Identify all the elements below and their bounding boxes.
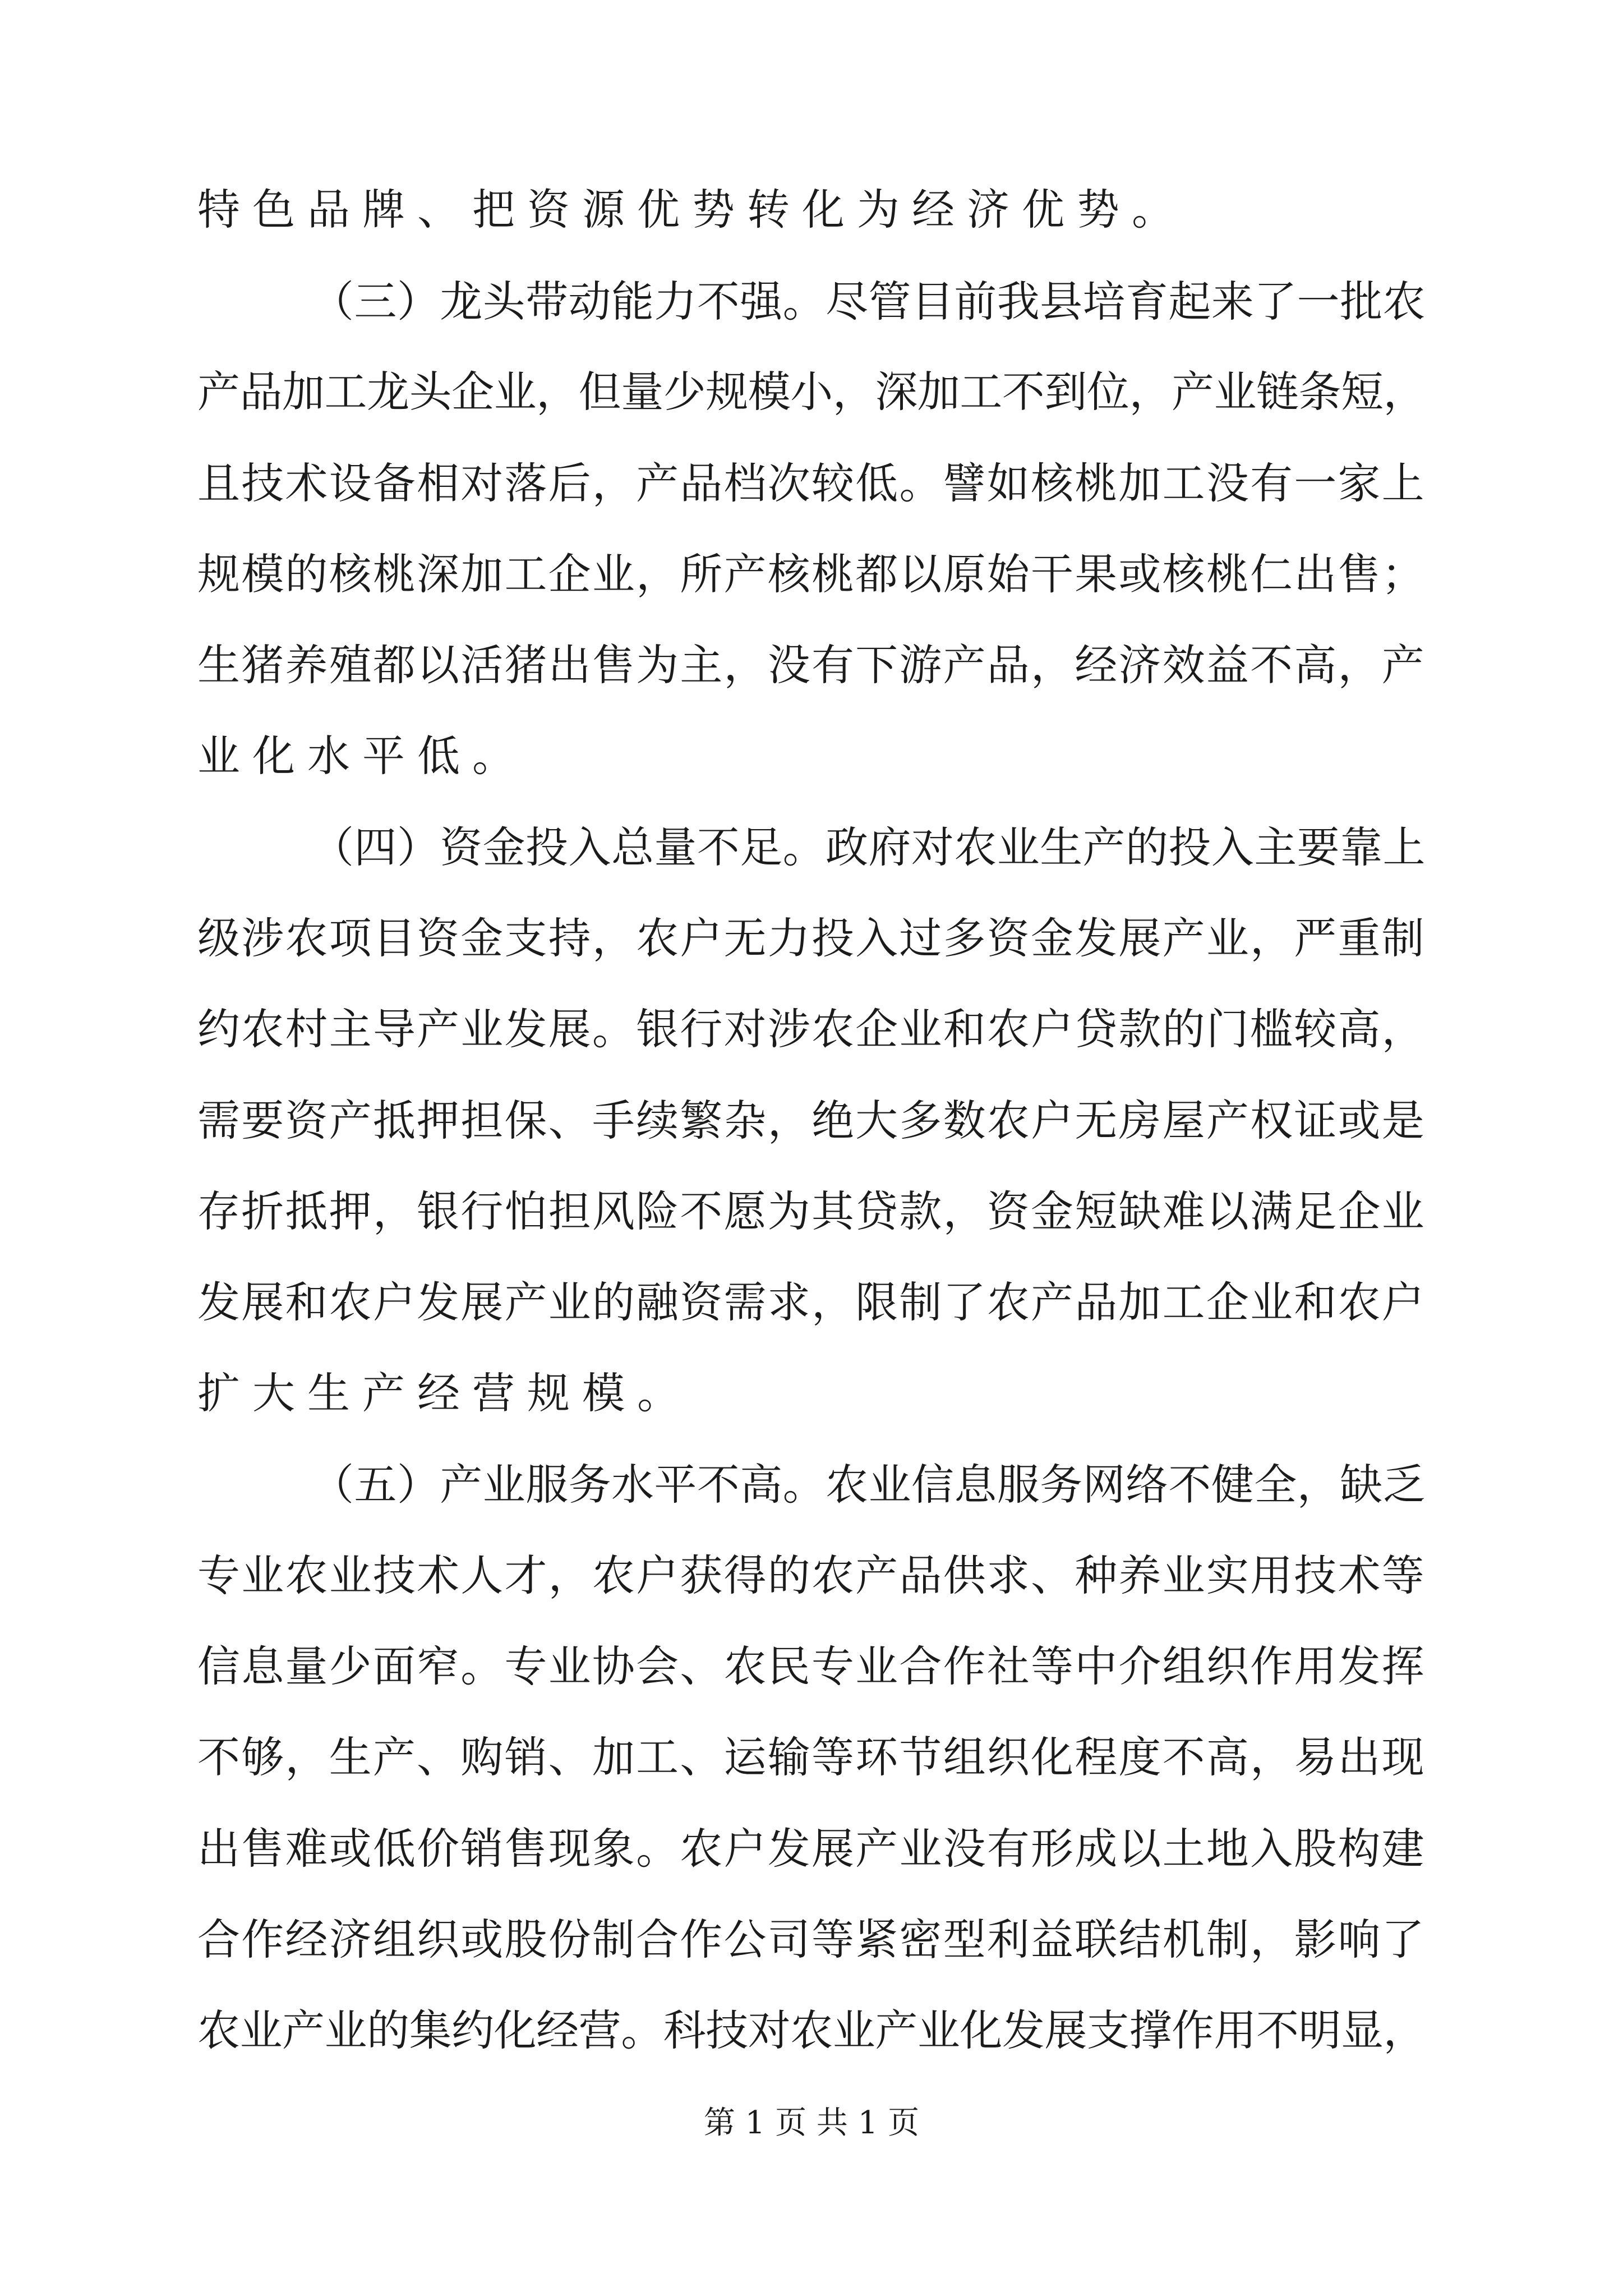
paragraph-line: 专业农业技术人才，农户获得的农产品供求、种养业实用技术等: [197, 1550, 1426, 1600]
paragraph-line: 发展和农户发展产业的融资需求，限制了农产品加工企业和农户: [197, 1277, 1426, 1327]
paragraph-line: 规模的核桃深加工企业，所产核桃都以原始干果或核桃仁出售；: [197, 549, 1426, 599]
paragraph-line: （三）龙头带动能力不强。尽管目前我县培育起来了一批农: [311, 277, 1426, 326]
paragraph-line: （五）产业服务水平不高。农业信息服务网络不健全，缺乏: [311, 1460, 1426, 1510]
paragraph-line: 生猪养殖都以活猪出售为主，没有下游产品，经济效益不高，产: [197, 640, 1426, 690]
paragraph-line: 且技术设备相对落后，产品档次较低。譬如核桃加工没有一家上: [197, 458, 1426, 508]
paragraph-line: 存折抵押，银行怕担风险不愿为其贷款，资金短缺难以满足企业: [197, 1186, 1426, 1236]
paragraph-line: 扩大生产经营规模。: [197, 1368, 692, 1418]
paragraph-line: 需要资产抵押担保、手续繁杂，绝大多数农户无房屋产权证或是: [197, 1096, 1426, 1145]
paragraph-line: 出售难或低价销售现象。农户发展产业没有形成以土地入股构建: [197, 1824, 1426, 1874]
paragraph-line: 产品加工龙头企业，但量少规模小，深加工不到位，产业链条短，: [197, 367, 1426, 417]
paragraph-line: 农业产业的集约化经营。科技对农业产业化发展支撑作用不明显，: [197, 2005, 1426, 2055]
paragraph-line: 级涉农项目资金支持，农户无力投入过多资金发展产业，严重制: [197, 913, 1426, 963]
paragraph-line: 特色品牌、把资源优势转化为经济优势。: [197, 185, 1187, 234]
page-footer: 第 1 页 共 1 页: [703, 2105, 920, 2141]
paragraph-line: 合作经济组织或股份制合作公司等紧密型利益联结机制，影响了: [197, 1915, 1426, 1964]
paragraph-line: 不够，生产、购销、加工、运输等环节组织化程度不高，易出现: [197, 1732, 1426, 1782]
paragraph-line: 信息量少面窄。专业协会、农民专业合作社等中介组织作用发挥: [197, 1641, 1426, 1691]
paragraph-line: 业化水平低。: [197, 731, 527, 781]
paragraph-line: （四）资金投入总量不足。政府对农业生产的投入主要靠上: [311, 822, 1426, 872]
paragraph-line: 约农村主导产业发展。银行对涉农企业和农户贷款的门槛较高，: [197, 1004, 1426, 1054]
